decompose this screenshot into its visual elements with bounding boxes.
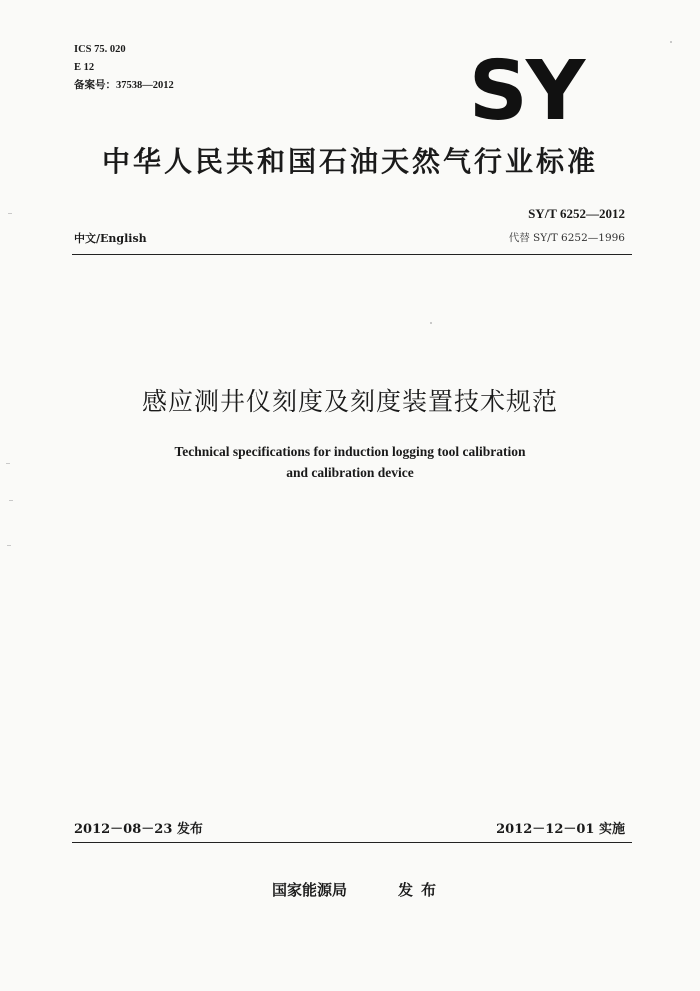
bottom-divider [72,842,632,843]
document-title-chinese: 感应测井仪刻度及刻度装置技术规范 [141,387,558,416]
issuing-authority: 国家能源局 [272,881,348,899]
standard-code: SY/T 6252—2012 [528,206,625,221]
scan-speck [7,545,11,546]
scan-speck [430,322,432,324]
language-label: 中文/English [74,232,147,245]
scan-speck [670,41,672,43]
ccs-code: E 12 [74,62,95,73]
replaces-standard: 代替 SY/T 6252—1996 [508,232,625,244]
sy-logo-text: SY [468,56,584,124]
implementation-date: 2012－12－01 实施 [496,822,625,837]
record-number: 备案号：37538—2012 [74,80,174,91]
scan-speck [8,213,12,214]
document-title-english-line1: Technical specifications for induction logging tool calibration [174,444,526,459]
sy-logo [466,56,586,124]
issuing-action: 发布 [398,881,445,899]
document-title-english-line2: and calibration device [286,465,414,480]
top-divider [72,254,632,255]
scan-speck [6,463,10,464]
issue-date: 2012－08－23 发布 [74,822,203,837]
organization-title: 中华人民共和国石油天然气行业标准 [101,145,598,178]
ics-code: ICS 75. 020 [74,44,126,55]
scan-speck [9,500,13,501]
